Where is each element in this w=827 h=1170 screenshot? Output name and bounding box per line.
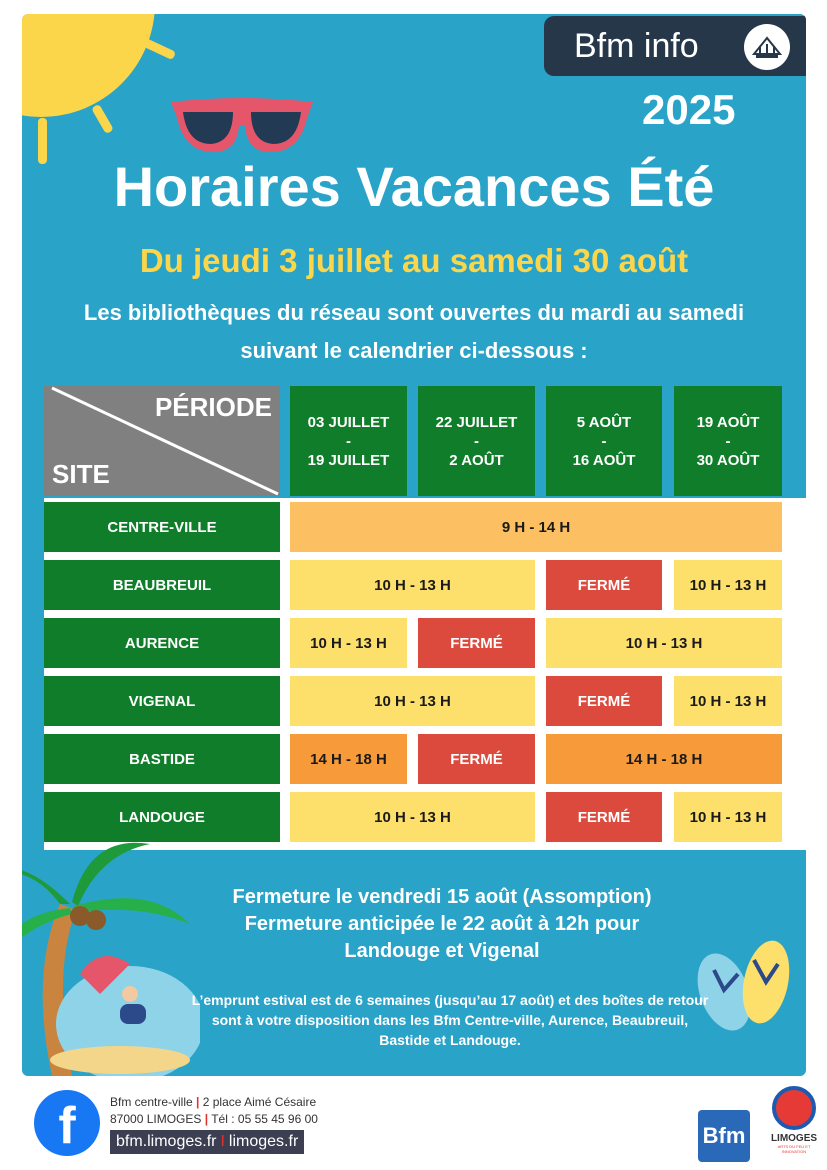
year-label: 2025 bbox=[642, 86, 736, 133]
closed-cell: FERMÉ bbox=[418, 618, 535, 668]
limoges-website-link[interactable]: limoges.fr bbox=[228, 1133, 299, 1150]
period-start: 03 JUILLET bbox=[307, 413, 390, 431]
hours-cell: 10 H - 13 H bbox=[674, 792, 782, 842]
site-vigenal: VIGENAL bbox=[44, 676, 280, 726]
closure-line: Fermeture le vendredi 15 août (Assomption) bbox=[232, 886, 652, 908]
closure-line: Fermeture anticipée le 22 août à 12h pour bbox=[244, 913, 640, 935]
closure-line: Landouge et Vigenal bbox=[344, 940, 540, 962]
limoges-emblem-icon bbox=[772, 1086, 816, 1130]
period-start: 5 AOÛT bbox=[576, 413, 632, 431]
corner-period-label: PÉRIODE bbox=[154, 392, 272, 422]
sun-ray bbox=[91, 104, 114, 134]
site-landouge: LANDOUGE bbox=[44, 792, 280, 842]
period-end: 2 AOÛT bbox=[449, 451, 504, 469]
facebook-icon[interactable] bbox=[34, 1090, 100, 1156]
footer-separator: | bbox=[196, 1095, 200, 1109]
limoges-name: LIMOGES bbox=[770, 1133, 818, 1144]
footer-websites bbox=[110, 1130, 304, 1154]
date-range: Du jeudi 3 juillet au samedi 30 août bbox=[139, 242, 689, 279]
poster bbox=[22, 14, 806, 1076]
period-header-1 bbox=[290, 386, 407, 496]
brand-label: Bfm info bbox=[574, 26, 699, 65]
hours-cell: 10 H - 13 H bbox=[290, 618, 407, 668]
intro-text: Les bibliothèques du réseau sont ouvertes du mardi au samedi suivant le calendrier ci-dessous : bbox=[83, 300, 745, 363]
period-dash: - bbox=[474, 432, 479, 450]
footer-address bbox=[110, 1094, 318, 1128]
sun-illustration bbox=[22, 14, 155, 117]
closed-cell: FERMÉ bbox=[546, 792, 662, 842]
hours-cell: 10 H - 13 H bbox=[290, 792, 535, 842]
library-building-icon bbox=[744, 24, 790, 70]
limoges-tagline: ARTS DU FEU ET INNOVATION bbox=[777, 1144, 811, 1154]
footer-phone: Tél : 05 55 45 96 00 bbox=[211, 1112, 318, 1126]
site-bastide: BASTIDE bbox=[44, 734, 280, 784]
period-start: 19 AOÛT bbox=[696, 413, 760, 431]
site-beaubreuil: BEAUBREUIL bbox=[44, 560, 280, 610]
hours-cell: 10 H - 13 H bbox=[674, 560, 782, 610]
limoges-logo bbox=[766, 1086, 822, 1166]
table-corner-header bbox=[44, 386, 280, 496]
period-end: 30 AOÛT bbox=[696, 451, 760, 469]
site-aurence: AURENCE bbox=[44, 618, 280, 668]
hours-cell: 14 H - 18 H bbox=[546, 734, 782, 784]
period-end: 19 JUILLET bbox=[307, 451, 390, 469]
hours-cell: 14 H - 18 H bbox=[290, 734, 407, 784]
footer-library-name: Bfm centre-ville bbox=[110, 1095, 193, 1109]
period-start: 22 JUILLET bbox=[435, 413, 518, 431]
period-header-4 bbox=[674, 386, 782, 496]
borrow-note: L’emprunt estival est de 6 semaines (jusqu’au 17 août) et des boîtes de retour sont à votre disposition dans les Bfm Centre-ville, Aurence, Beaubreuil, Bastide et Landouge. bbox=[191, 992, 709, 1048]
footer-street: 2 place Aimé Césaire bbox=[202, 1095, 317, 1109]
period-header-3 bbox=[546, 386, 662, 496]
bfm-website-link[interactable]: bfm.limoges.fr bbox=[116, 1133, 217, 1150]
closed-cell: FERMÉ bbox=[418, 734, 535, 784]
period-dash: - bbox=[601, 432, 607, 450]
hours-cell: 10 H - 13 H bbox=[290, 676, 535, 726]
page-title: Horaires Vacances Été bbox=[113, 155, 715, 218]
corner-site-label: SITE bbox=[52, 459, 110, 489]
bfm-info-banner bbox=[544, 16, 806, 76]
site-centre-ville: CENTRE-VILLE bbox=[44, 502, 280, 552]
hours-cell: 10 H - 13 H bbox=[546, 618, 782, 668]
period-dash: - bbox=[346, 432, 351, 450]
closures-notice bbox=[162, 884, 722, 965]
period-header-2 bbox=[418, 386, 535, 496]
hours-cell: 10 H - 13 H bbox=[674, 676, 782, 726]
period-dash: - bbox=[725, 432, 731, 450]
closed-cell: FERMÉ bbox=[546, 560, 662, 610]
footer-city: 87000 LIMOGES bbox=[110, 1112, 202, 1126]
facebook-glyph: f bbox=[58, 1097, 76, 1155]
hours-cell: 9 H - 14 H bbox=[290, 502, 782, 552]
closed-cell: FERMÉ bbox=[546, 676, 662, 726]
hours-cell: 10 H - 13 H bbox=[290, 560, 535, 610]
bfm-logo: Bfm bbox=[698, 1110, 750, 1162]
period-end: 16 AOÛT bbox=[572, 451, 636, 469]
footer-separator: | bbox=[204, 1112, 209, 1126]
footer-web-separator: I bbox=[220, 1133, 225, 1150]
